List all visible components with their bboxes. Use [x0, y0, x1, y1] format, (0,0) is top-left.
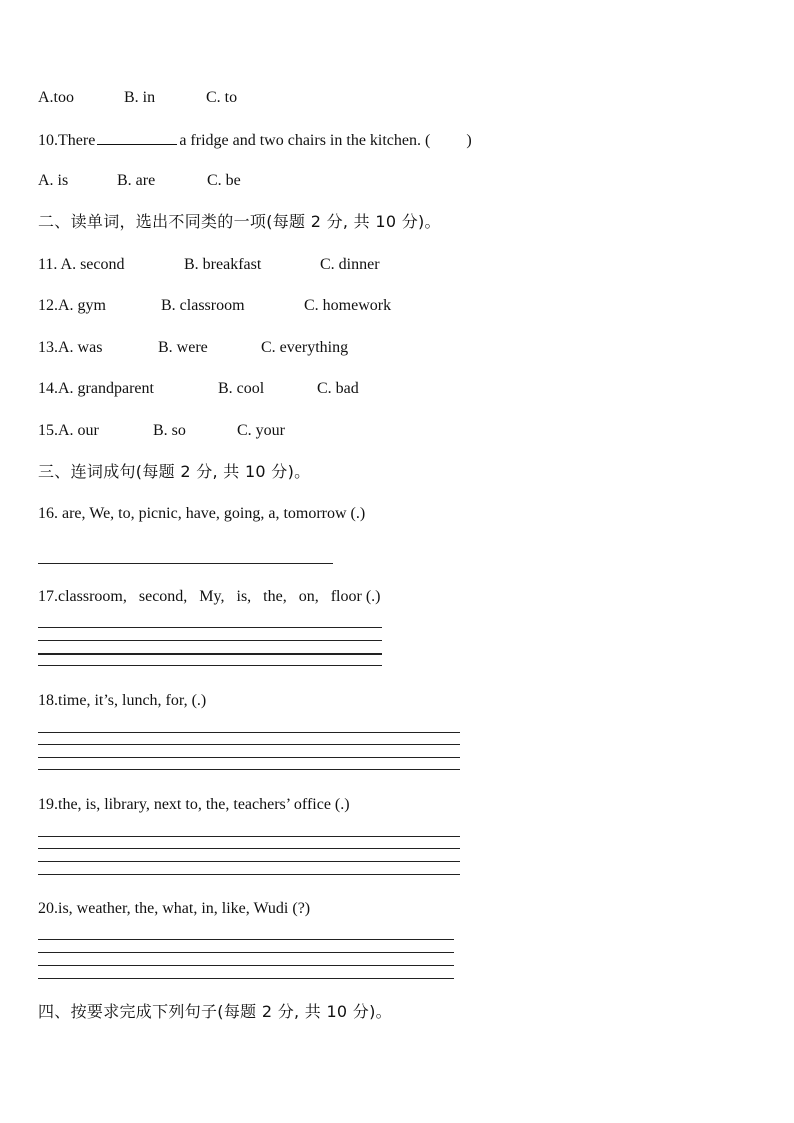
q12-options — [38, 296, 391, 316]
q15-option-c: C. your — [237, 422, 285, 439]
q13-option-b: B. were — [158, 339, 208, 356]
q11-option-c: C. dinner — [320, 256, 380, 273]
q13-option-a: 13.A. was — [38, 339, 103, 356]
q18-prompt: 18.time, it’s, lunch, for, (.) — [38, 692, 207, 709]
q14-option-c: C. bad — [317, 380, 359, 397]
q18-answer-line-3[interactable] — [38, 757, 460, 758]
q9-option-c: C. to — [206, 89, 238, 106]
q15-option-a: 15.A. our — [38, 422, 99, 439]
q9-option-a: A.too — [38, 89, 74, 106]
q9-option-b: B. in — [124, 89, 156, 106]
q14-option-b: B. cool — [218, 380, 265, 397]
q17-answer-line-3[interactable] — [38, 653, 382, 655]
q11-options — [38, 255, 380, 275]
q14-option-a: 14.A. grandparent — [38, 380, 154, 397]
q20-answer-line-2[interactable] — [38, 952, 454, 953]
q10-option-c: C. be — [207, 172, 241, 189]
q12-option-a: 12.A. gym — [38, 297, 106, 314]
q17-prompt: 17.classroom, second, My, is, the, on, floor (.) — [38, 588, 381, 605]
q15-option-b: B. so — [153, 422, 186, 439]
q13-options — [38, 338, 348, 358]
section2-title: 二、读单词，选出不同类的一项(每题 2 分, 共 10 分)。 — [38, 212, 441, 231]
q11-option-a: 11. A. second — [38, 256, 125, 273]
q17-answer-line-2[interactable] — [38, 640, 382, 641]
q16-prompt: 16. are, We, to, picnic, have, going, a, tomorrow (.) — [38, 505, 366, 522]
section4-title: 四、按要求完成下列句子(每题 2 分, 共 10 分)。 — [38, 1002, 392, 1021]
q18-answer-line-1[interactable] — [38, 732, 460, 733]
q10-suffix: a fridge and two chairs in the kitchen. ( — [179, 132, 431, 149]
q13-option-c: C. everything — [261, 339, 349, 356]
q18-answer-line-2[interactable] — [38, 744, 460, 745]
q11-option-b: B. breakfast — [184, 256, 262, 273]
q19-answer-line-1[interactable] — [38, 836, 460, 837]
q10-question — [38, 130, 472, 151]
q20-answer-line-1[interactable] — [38, 939, 454, 940]
q19-answer-line-2[interactable] — [38, 848, 460, 849]
q10-options — [38, 171, 241, 191]
q9-options — [38, 88, 237, 108]
q10-option-b: B. are — [117, 172, 156, 189]
q20-answer-line-3[interactable] — [38, 965, 454, 966]
q20-prompt: 20.is, weather, the, what, in, like, Wudi (?) — [38, 900, 311, 917]
q10-close: ) — [466, 132, 472, 149]
q10-prefix: 10.There — [38, 132, 96, 149]
q15-options — [38, 421, 285, 441]
q17-answer-line-4[interactable] — [38, 665, 382, 666]
q14-options — [38, 379, 359, 399]
q20-answer-line-4[interactable] — [38, 978, 454, 979]
q16-answer-line[interactable] — [38, 563, 333, 564]
q10-blank[interactable] — [97, 130, 177, 145]
q17-answer-line-1[interactable] — [38, 627, 382, 628]
q19-answer-line-4[interactable] — [38, 874, 460, 875]
q12-option-c: C. homework — [304, 297, 392, 314]
q12-option-b: B. classroom — [161, 297, 245, 314]
q19-prompt: 19.the, is, library, next to, the, teachers’ office (.) — [38, 796, 350, 813]
q18-answer-line-4[interactable] — [38, 769, 460, 770]
q10-option-a: A. is — [38, 172, 69, 189]
section3-title: 三、连词成句(每题 2 分, 共 10 分)。 — [38, 462, 311, 481]
q19-answer-line-3[interactable] — [38, 861, 460, 862]
